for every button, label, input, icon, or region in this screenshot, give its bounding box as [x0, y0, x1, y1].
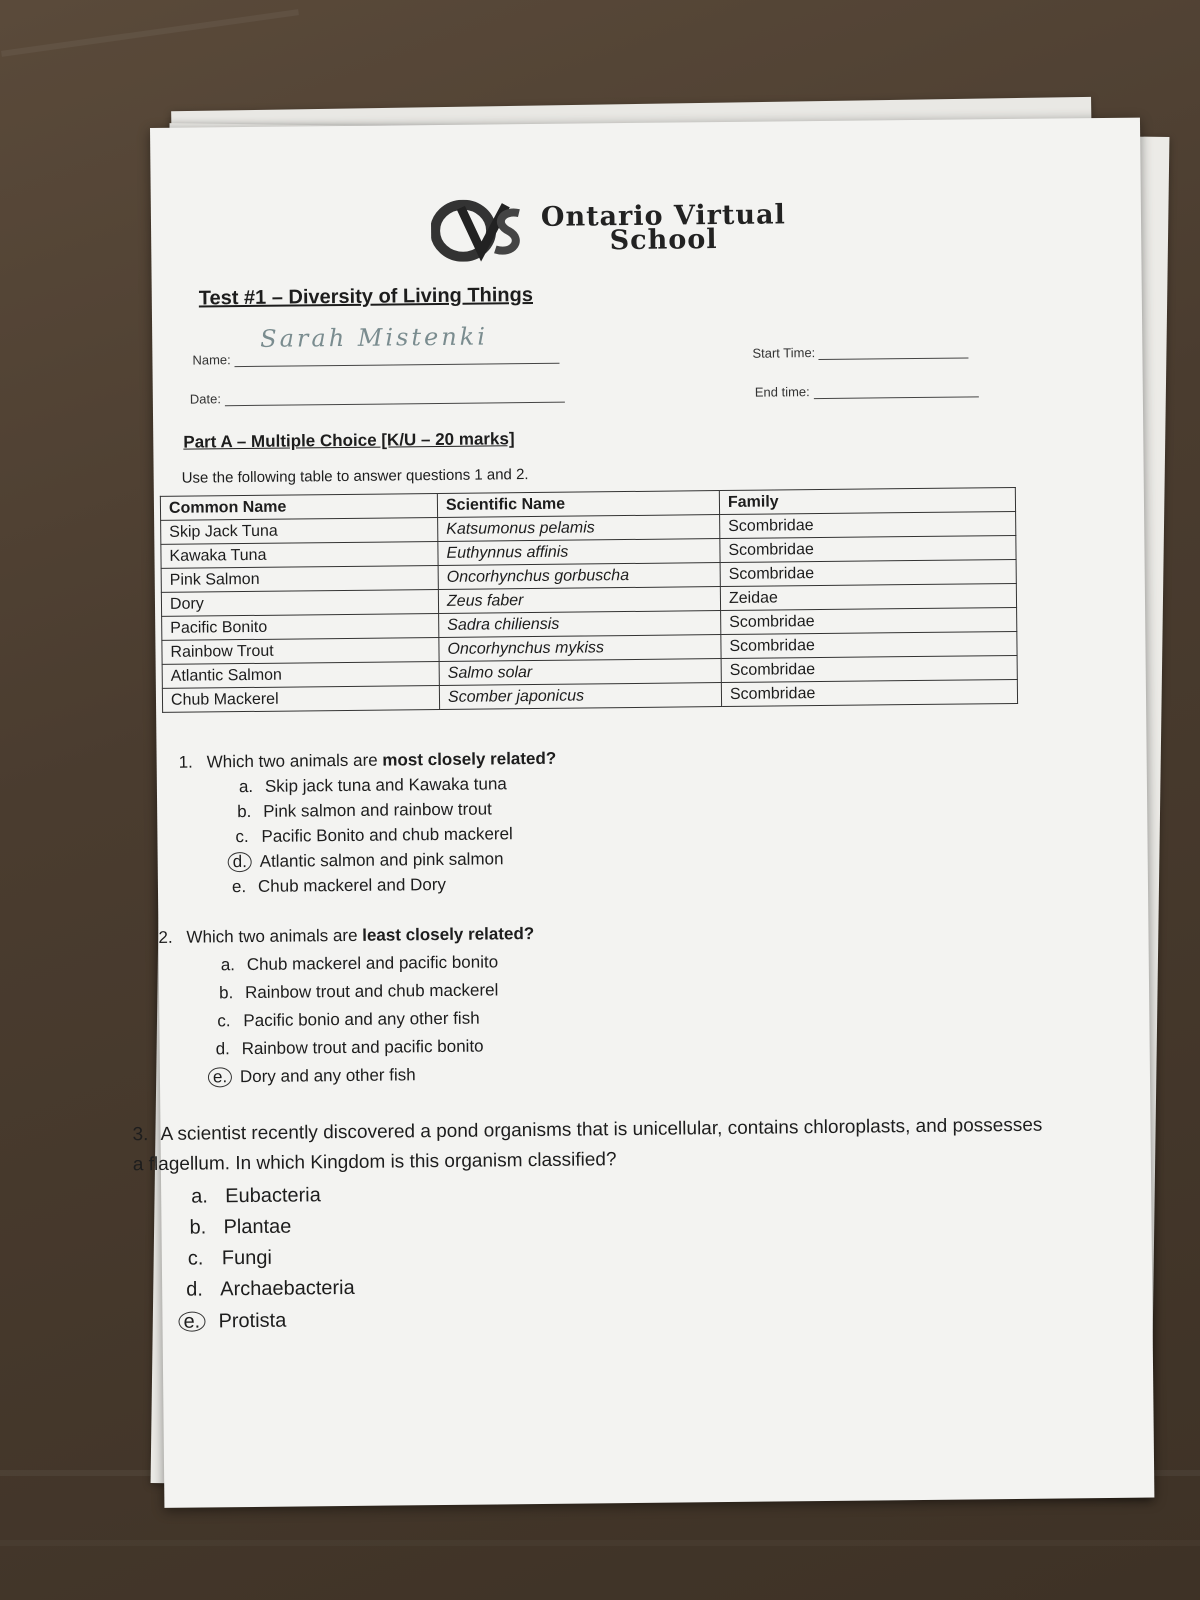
family-cell: Scombridae	[721, 631, 1017, 658]
common-name-cell: Pacific Bonito	[162, 614, 439, 641]
date-label: Date:	[189, 391, 221, 407]
option-letter: b.	[237, 801, 252, 822]
option-text: Atlantic salmon and pink salmon	[259, 849, 504, 871]
part-a-title: Part A – Multiple Choice [K/U – 20 marks]	[183, 429, 515, 452]
q2-option-e	[214, 1065, 416, 1087]
name-label: Name:	[192, 352, 231, 368]
name-signature: Sarah Mistenki	[260, 322, 489, 353]
option-text: Chub mackerel and Dory	[257, 874, 447, 896]
option-text: Pacific bonio and any other fish	[243, 1008, 480, 1031]
col-header-common-name: Common Name	[160, 494, 437, 521]
col-header-family: Family	[719, 487, 1015, 514]
answer-circle-mark: d.	[228, 852, 252, 872]
question-number: 3.	[132, 1124, 149, 1146]
option-letter: c.	[217, 1011, 231, 1031]
q1-option-c	[235, 824, 513, 847]
option-text: Chub mackerel and pacific bonito	[246, 952, 499, 975]
common-name-cell: Atlantic Salmon	[162, 662, 439, 689]
question-text-emphasis: least closely related?	[362, 924, 535, 945]
date-field	[190, 388, 565, 407]
start-time-field	[752, 343, 969, 360]
q1-option-a	[239, 774, 507, 797]
option-letter: d.	[186, 1278, 203, 1301]
option-letter: e.	[231, 877, 247, 897]
q1-option-b	[237, 799, 492, 822]
common-name-cell: Kawaka Tuna	[161, 542, 438, 569]
q3-option-b	[189, 1216, 291, 1240]
family-cell: Scombridae	[720, 559, 1016, 586]
option-letter: b.	[218, 983, 234, 1003]
question-number: 1.	[178, 752, 193, 772]
family-cell: Scombridae	[721, 607, 1017, 634]
end-time-label: End time:	[754, 384, 810, 400]
question-text: Which two animals are	[206, 750, 383, 772]
common-name-cell: Skip Jack Tuna	[161, 518, 438, 545]
family-cell: Scombridae	[720, 535, 1016, 562]
scientific-name-cell: Salmo solar	[439, 659, 721, 686]
col-header-scientific-name: Scientific Name	[437, 491, 719, 518]
test-page	[132, 118, 1154, 1508]
option-text: Rainbow trout and chub mackerel	[244, 980, 499, 1003]
common-name-cell: Pink Salmon	[161, 566, 438, 593]
question-text: Which two animals are	[186, 925, 363, 947]
family-cell: Scombridae	[721, 655, 1017, 682]
scientific-name-cell: Scomber japonicus	[439, 683, 721, 710]
option-letter: c.	[235, 827, 249, 847]
scientific-name-cell: Sadra chiliensis	[439, 611, 721, 638]
option-text: Archaebacteria	[220, 1276, 355, 1301]
scientific-name-cell: Oncorhynchus mykiss	[439, 635, 721, 662]
option-text: Skip jack tuna and Kawaka tuna	[264, 774, 507, 796]
question-number: 2.	[158, 927, 173, 947]
option-letter: a.	[220, 955, 236, 975]
test-title: Test #1 – Diversity of Living Things	[198, 283, 534, 310]
table-instruction: Use the following table to answer questions 1 and 2.	[181, 466, 529, 487]
option-text: Eubacteria	[225, 1184, 321, 1208]
q2-option-a	[221, 952, 499, 975]
school-name-line1: Ontario Virtual	[540, 199, 786, 233]
scientific-name-cell: Zeus faber	[438, 587, 720, 614]
option-letter: b.	[189, 1216, 207, 1239]
q2-option-d	[216, 1037, 484, 1060]
family-cell: Zeidae	[720, 583, 1016, 610]
family-cell: Scombridae	[721, 679, 1017, 706]
ovs-logo-icon	[431, 199, 532, 262]
q1-option-e	[232, 875, 446, 897]
question-1	[179, 749, 557, 773]
option-text: Rainbow trout and pacific bonito	[241, 1036, 484, 1059]
fish-table	[160, 487, 1018, 713]
school-name-line2: School	[609, 224, 718, 257]
family-cell: Scombridae	[720, 511, 1016, 538]
start-time-label: Start Time:	[752, 345, 816, 361]
option-text: Fungi	[221, 1246, 272, 1270]
question-3	[132, 1111, 1053, 1181]
question-2	[158, 924, 534, 948]
q2-option-b	[219, 980, 498, 1003]
common-name-cell: Rainbow Trout	[162, 638, 439, 665]
school-logo	[431, 196, 786, 262]
scientific-name-cell: Katsumonus pelamis	[438, 515, 720, 542]
option-text: Plantae	[223, 1215, 292, 1239]
q3-option-a	[191, 1184, 321, 1208]
q1-option-d	[234, 849, 504, 872]
option-text: Pink salmon and rainbow trout	[263, 799, 492, 821]
option-text: Protista	[218, 1309, 287, 1333]
end-time-field	[755, 382, 979, 399]
q2-option-c	[217, 1009, 479, 1032]
option-text: Pacific Bonito and chub mackerel	[261, 824, 513, 846]
q3-option-c	[188, 1247, 272, 1271]
school-name	[540, 199, 786, 257]
common-name-cell: Dory	[161, 590, 438, 617]
scientific-name-cell: Oncorhynchus gorbuscha	[438, 563, 720, 590]
option-letter: a.	[238, 776, 254, 797]
option-letter: a.	[191, 1185, 208, 1208]
question-text-emphasis: most closely related?	[382, 748, 557, 770]
question-text: A scientist recently discovered a pond organisms that is unicellular, contains chloroplasts, and possesses a flagellum. In which Kingdom is this organism classified?	[132, 1114, 1043, 1176]
q3-option-d	[186, 1277, 355, 1302]
option-letter: c.	[187, 1247, 204, 1270]
option-letter: d.	[215, 1039, 230, 1059]
q3-option-e	[184, 1310, 286, 1334]
common-name-cell: Chub Mackerel	[162, 686, 439, 713]
answer-circle-mark: e.	[208, 1067, 232, 1087]
option-text: Dory and any other fish	[239, 1065, 416, 1087]
answer-circle-mark: e.	[178, 1311, 205, 1331]
scientific-name-cell: Euthynnus affinis	[438, 539, 720, 566]
